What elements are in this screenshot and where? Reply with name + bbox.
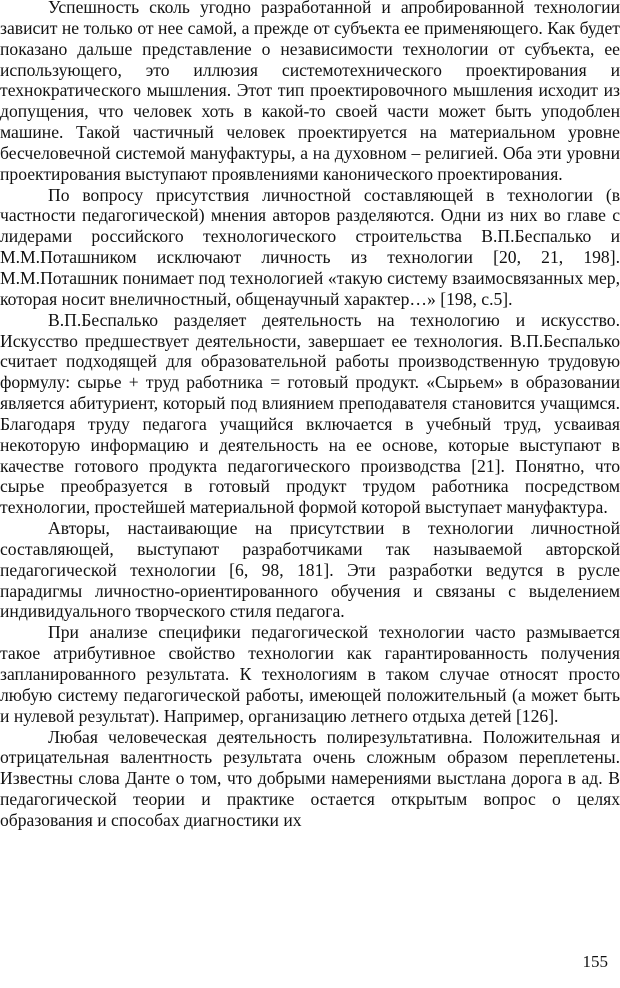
paragraph-5: При анализе специфики педагогической технологии часто размывается такое атрибутивное свойство технологии как гарантированность получения запланированного результата. К технологиям в таком случае относят просто любую систему педагогической работы, имеющей положительный (а может быть и нулевой результат). Например, организацию летнего отдыха детей [126]. (0, 622, 620, 726)
paragraph-6: Любая человеческая деятельность полирезультативна. Положительная и отрицательная валентность результата очень сложным образом переплетены. Известны слова Данте о том, что добрыми намерениями выстлана дорога в ад. В педагогической теории и практике остается открытым вопрос о целях образования и способах диагностики их (0, 726, 620, 830)
paragraph-1: Успешность сколь угодно разработанной и апробированной технологии зависит не только от нее самой, а прежде от субъекта ее применяющего. Как будет показано дальше представление о независимости технологии от субъекта, ее использующего, это иллюзия системотехнического проектирования и технократического мышления. Этот тип проектировочного мышления исходит из допущения, что человек хоть в какой-то своей части может быть уподоблен машине. Такой частичный человек проектируется на материальном уровне бесчеловечной системой мануфактуры, а на духовном – религией. Оба эти уровни проектирования выступают проявлениями канонического проектирования. (0, 0, 620, 184)
page-number: 155 (582, 952, 608, 971)
paragraph-4: Авторы, настаивающие на присутствии в технологии личностной составляющей, выступают разработчиками так называемой авторской педагогической технологии [6, 98, 181]. Эти разработки ведутся в русле парадигмы личностно-ориентированного обучения и связаны с выделением индивидуального творческого стиля педагога. (0, 518, 620, 622)
paragraph-2: По вопросу присутствия личностной составляющей в технологии (в частности педагогической) мнения авторов разделяются. Одни из них во главе с лидерами российского технологического строительства В.П.Беспалько и М.М.Поташником исключают личность из технологии [20, 21, 198]. М.М.Поташник понимает под технологией «такую систему взаимосвязанных мер, которая носит внеличностный, общенаучный характер…» [198, с.5]. (0, 184, 620, 309)
paragraph-3: В.П.Беспалько разделяет деятельность на технологию и искусство. Искусство предшествует деятельности, завершает ее технология. В.П.Беспалько считает подходящей для образовательной работы производственную трудовую формулу: сырье + труд работника = готовый продукт. «Сырьем» в образовании является абитуриент, который под влиянием преподавателя становится учащимся. Благодаря труду педагога учащийся включается в учебный труд, усваивая некоторую информацию и деятельность на ее основе, которые выступают в качестве готового продукта педагогического производства [21]. Понятно, что сырье преобразуется в готовый продукт трудом работника посредством технологии, простейшей материальной формой которой выступает мануфактура. (0, 309, 620, 518)
